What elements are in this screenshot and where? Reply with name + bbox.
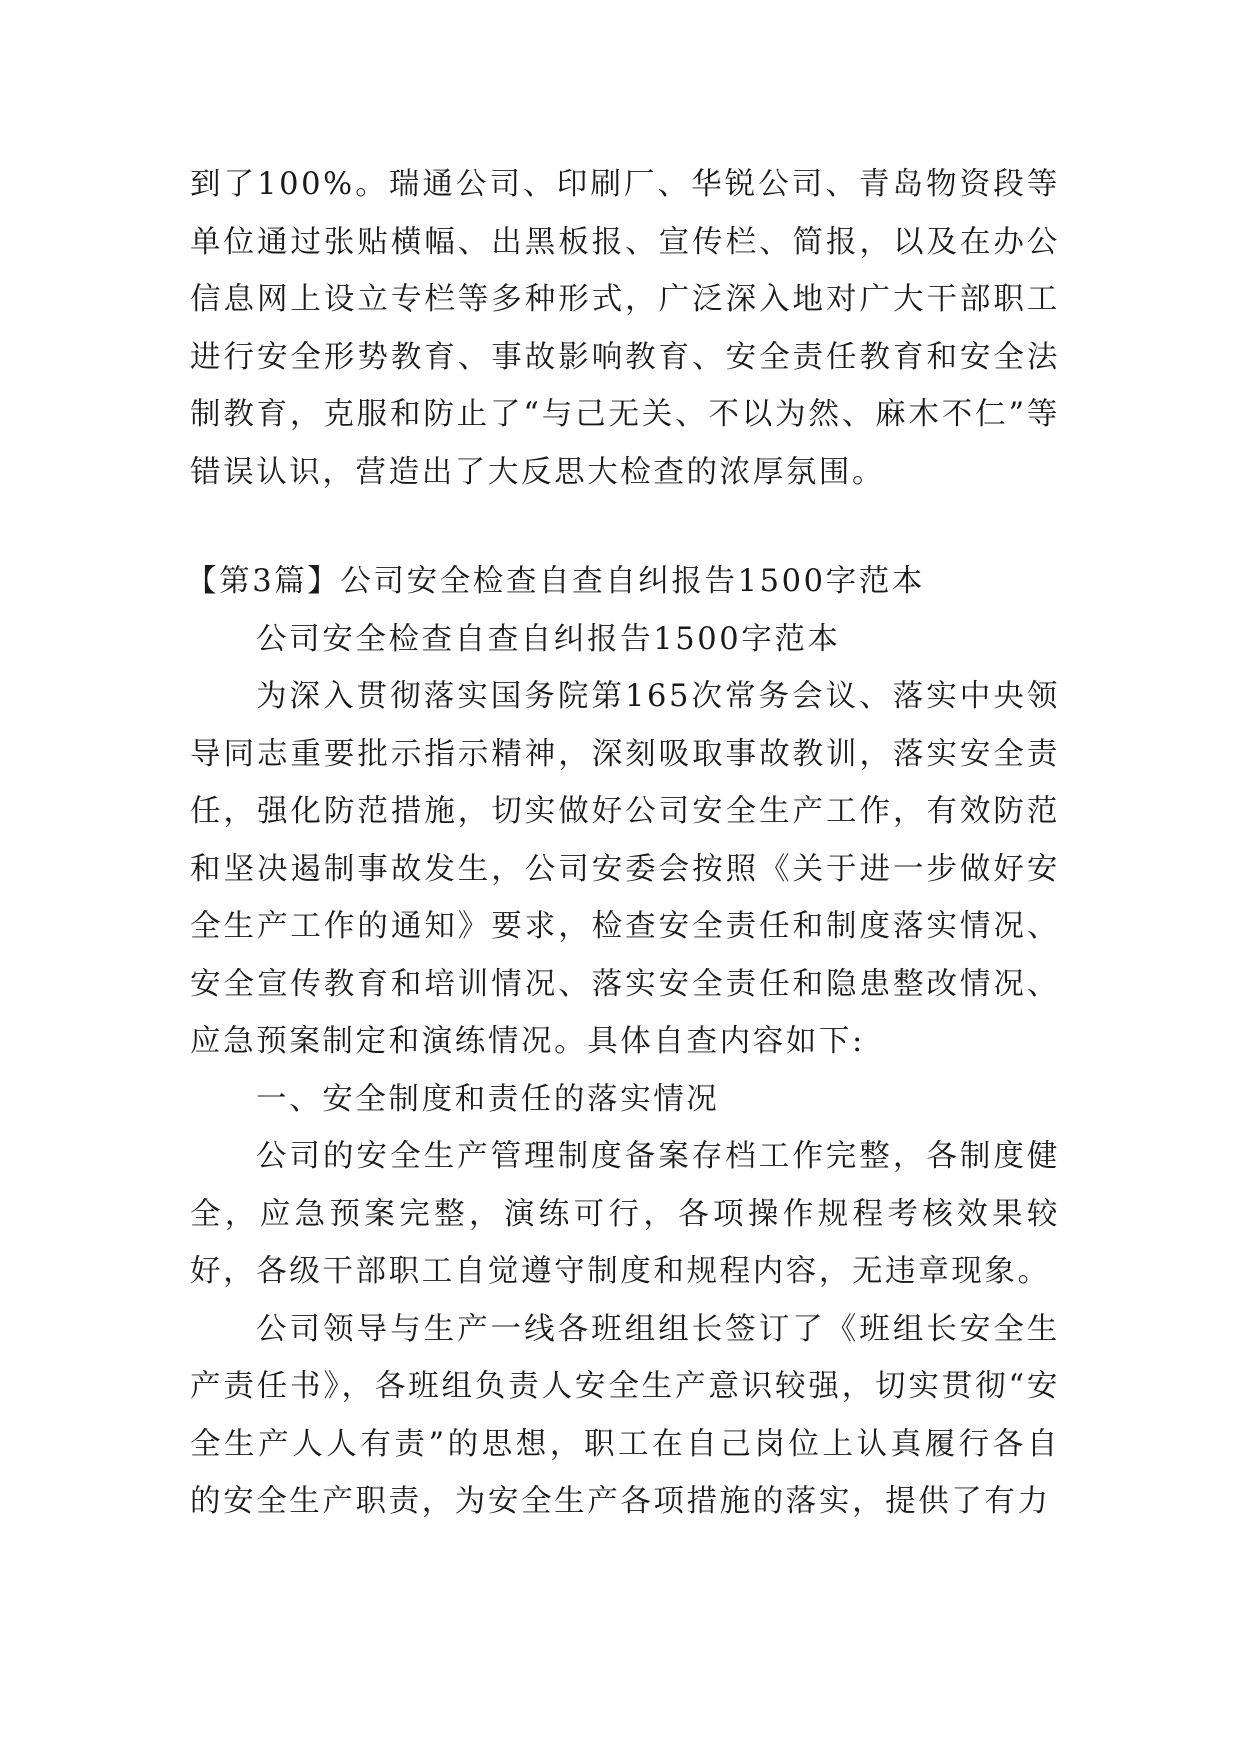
continuation-section: [190, 156, 1060, 501]
body-paragraph-intro: 为深入贯彻落实国务院第165次常务会议、落实中央领导同志重要批示指示精神，深刻吸取事故教训，落实安全责任，强化防范措施，切实做好公司安全生产工作，有效防范和坚决遏制事故发生，公司安委会按照《关于进一步做好安全生产工作的通知》要求，检查安全责任和制度落实情况、安全宣传教育和培训情况、落实安全责任和隐患整改情况、应急预案制定和演练情况。具体自查内容如下:: [190, 679, 1060, 1059]
continuation-paragraph: 到了100%。瑞通公司、印刷厂、华锐公司、青岛物资段等单位通过张贴横幅、出黑板报、宣传栏、简报，以及在办公信息网上设立专栏等多种形式，广泛深入地对广大干部职工进行安全形势教育、事故影响教育、安全责任教育和安全法制教育，克服和防止了“与己无关、不以为然、麻木不仁”等错误认识，营造出了大反思大检查的浓厚氛围。: [190, 167, 1060, 490]
body-paragraph-responsibility: 公司领导与生产一线各班组组长签订了《班组长安全生产责任书》，各班组负责人安全生产意识较强，切实贯彻“安全生产人人有责”的思想，职工在自己岗位上认真履行各自的安全生产职责，为安全生产各项措施的落实，提供了有力: [190, 1311, 1060, 1519]
subheading-safety-system: 一、安全制度和责任的落实情况: [256, 1081, 720, 1117]
article-subtitle: 公司安全检查自查自纠报告1500字范本: [256, 621, 841, 657]
body-paragraph-system: 公司的安全生产管理制度备案存档工作完整，各制度健全，应急预案完整，演练可行，各项操作规程考核效果较好，各级干部职工自觉遵守制度和规程内容，无违章现象。: [190, 1139, 1060, 1289]
section-heading: 【第3篇】公司安全检查自查自纠报告1500字范本: [186, 564, 925, 599]
article-section: [186, 553, 1060, 1531]
